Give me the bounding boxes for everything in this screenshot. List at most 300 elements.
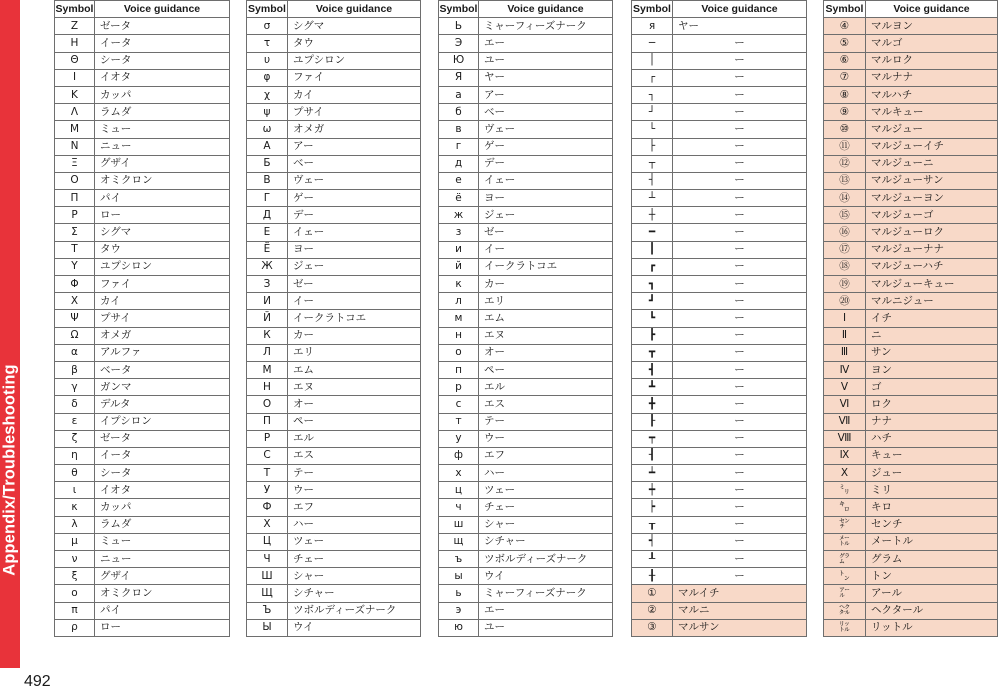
symbol-cell: ф [439,447,479,464]
voice-guidance-cell: イータ [95,35,230,52]
voice-guidance-cell: ー [673,293,807,310]
voice-guidance-cell: ー [673,499,807,516]
symbol-cell: Ⅵ [824,396,866,413]
voice-guidance-cell: ロー [95,619,230,636]
table-row [824,516,998,533]
symbol-cell: ⑭ [824,190,866,207]
voice-guidance-cell: ー [673,310,807,327]
table-row [247,138,421,155]
voice-guidance-cell: ー [673,276,807,293]
table-row [55,310,230,327]
symbol-cell: Ⅳ [824,361,866,378]
symbol-cell: ⑮ [824,207,866,224]
voice-guidance-cell: ー [673,35,807,52]
symbol-cell: ┻ [632,379,673,396]
voice-guidance-cell: ー [673,533,807,550]
symbol-cell: ┏ [632,258,673,275]
table-row [632,396,807,413]
symbol-cell: Ё [247,241,288,258]
symbol-cell: Ⅷ [824,430,866,447]
table-row [824,447,998,464]
symbol-cell: ┰ [632,516,673,533]
symbol-cell: ┝ [632,499,673,516]
voice-guidance-cell: イオタ [95,69,230,86]
voice-guidance-cell: イェー [288,224,421,241]
table-row [55,344,230,361]
table-row [439,224,613,241]
symbol-cell: Ρ [55,207,95,224]
table-row [55,602,230,619]
voice-guidance-cell: キュー [866,447,998,464]
symbol-cell: у [439,430,479,447]
voice-guidance-cell: ー [673,172,807,189]
symbol-cell: ┼ [632,207,673,224]
symbol-cell: Ю [439,52,479,69]
voice-guidance-cell: ー [673,241,807,258]
table-row [439,86,613,103]
table-row [55,482,230,499]
table-row [247,379,421,396]
table-row [824,224,998,241]
table-row [439,447,613,464]
symbol-cell: Ⅸ [824,447,866,464]
symbol-cell: ⑱ [824,258,866,275]
table-row [247,619,421,636]
symbol-cell: Η [55,35,95,52]
table-row [55,551,230,568]
symbol-cell: η [55,447,95,464]
voice-guidance-cell: ガンマ [95,379,230,396]
voice-guidance-cell: イー [479,241,613,258]
table-row [824,361,998,378]
table-row [824,190,998,207]
table-row [439,310,613,327]
symbol-cell: я [632,18,673,35]
table-body [439,18,613,637]
voice-guidance-cell: ウイ [288,619,421,636]
voice-guidance-cell: エヌ [288,379,421,396]
voice-guidance-cell: ベータ [95,361,230,378]
table-row [632,52,807,69]
symbol-cell: ㍑ [824,619,866,636]
table-row [439,69,613,86]
voice-guidance-cell: イータ [95,447,230,464]
table-row [247,344,421,361]
table-row [439,35,613,52]
symbol-cell: Ⅴ [824,379,866,396]
voice-guidance-cell: イオタ [95,482,230,499]
voice-guidance-cell: チェー [288,551,421,568]
table-row [632,155,807,172]
voice-guidance-cell: ミャーフィーズナーク [479,585,613,602]
voice-guidance-cell: シグマ [95,224,230,241]
symbol-cell: ж [439,207,479,224]
voice-guidance-cell: シータ [95,465,230,482]
table-body [247,18,421,637]
voice-guidance-cell: プサイ [95,310,230,327]
table-row [247,568,421,585]
voice-guidance-cell: ユー [479,52,613,69]
symbol-cell: ┣ [632,327,673,344]
voice-guidance-cell: ニュー [95,138,230,155]
symbol-cell: о [439,344,479,361]
voice-guidance-cell: ジェー [479,207,613,224]
voice-guidance-cell: エリ [288,344,421,361]
voice-guidance-cell: デー [479,155,613,172]
symbol-cell: π [55,602,95,619]
voice-guidance-cell: ー [673,568,807,585]
table-row [632,18,807,35]
table-row [439,155,613,172]
voice-guidance-cell: アー [288,138,421,155]
symbol-header: Symbol [247,1,288,18]
voice-guidance-cell: ー [673,207,807,224]
table-row [439,465,613,482]
voice-guidance-cell: ペー [479,361,613,378]
table-row [439,533,613,550]
symbol-table-3 [438,0,613,637]
symbol-cell: ъ [439,551,479,568]
symbol-cell: ι [55,482,95,499]
symbol-cell: Ш [247,568,288,585]
voice-guidance-cell: ヘクタール [866,602,998,619]
table-row [439,121,613,138]
symbol-cell: п [439,361,479,378]
table-row [247,207,421,224]
symbol-cell: ┿ [632,482,673,499]
voice-guidance-cell: センチ [866,516,998,533]
table-row [824,413,998,430]
table-row [247,224,421,241]
symbol-cell: ю [439,619,479,636]
symbol-cell: ⑳ [824,293,866,310]
table-row [439,172,613,189]
table-row [632,276,807,293]
table-row [632,258,807,275]
symbol-cell: р [439,379,479,396]
voice-guidance-cell: マルゴ [866,35,998,52]
symbol-cell: ⑲ [824,276,866,293]
table-row [824,69,998,86]
table-row [824,35,998,52]
voice-guidance-cell: ミュー [95,533,230,550]
symbol-cell: А [247,138,288,155]
voice-guidance-cell: マルジューゴ [866,207,998,224]
voice-guidance-cell: マルニ [673,602,807,619]
table-row [247,602,421,619]
table-body [824,18,998,637]
voice-guidance-cell: ー [673,344,807,361]
table-row [55,155,230,172]
voice-guidance-cell: ユー [479,619,613,636]
voice-guidance-cell: マルジューキュー [866,276,998,293]
symbol-cell: ┬ [632,155,673,172]
table-row [824,585,998,602]
symbol-cell: │ [632,52,673,69]
voice-guidance-cell: シチャー [479,533,613,550]
table-row [247,482,421,499]
symbol-cell: ┸ [632,551,673,568]
symbol-cell: а [439,86,479,103]
table-row [55,327,230,344]
symbol-table-4 [631,0,807,637]
table-row [632,447,807,464]
voice-guidance-cell: イークラトコエ [288,310,421,327]
symbol-cell: ы [439,568,479,585]
table-row [439,568,613,585]
voice-guidance-cell: ー [673,155,807,172]
table-row [632,585,807,602]
table-row [439,190,613,207]
symbol-cell: δ [55,396,95,413]
voice-guidance-cell: ゼータ [95,18,230,35]
table-row [55,86,230,103]
voice-guidance-cell: エス [479,396,613,413]
voice-guidance-cell: ベー [288,155,421,172]
voice-guidance-cell: ゲー [479,138,613,155]
table-row [439,327,613,344]
table-row [247,396,421,413]
table-row [247,18,421,35]
table-row [439,585,613,602]
table-row [55,69,230,86]
table-row [55,121,230,138]
voice-guidance-cell: マルハチ [866,86,998,103]
table-row [632,344,807,361]
table-row [55,568,230,585]
symbol-cell: с [439,396,479,413]
voice-guidance-cell: ミャーフィーズナーク [479,18,613,35]
symbol-cell: ④ [824,18,866,35]
symbol-cell: Й [247,310,288,327]
symbol-cell: Р [247,430,288,447]
symbol-cell: ⑯ [824,224,866,241]
symbol-cell: Э [439,35,479,52]
table-row [632,190,807,207]
voice-guidance-cell: エム [479,310,613,327]
table-row [55,18,230,35]
table-row [247,104,421,121]
voice-guidance-cell: マルサン [673,619,807,636]
symbol-cell: Ⅶ [824,413,866,430]
symbol-cell: ρ [55,619,95,636]
symbol-cell: Ⅲ [824,344,866,361]
symbol-cell: В [247,172,288,189]
table-row [632,207,807,224]
voice-guidance-cell: ハー [288,516,421,533]
symbol-cell: г [439,138,479,155]
table-row [439,551,613,568]
table-row [632,516,807,533]
table-row [824,207,998,224]
section-label: Appendix/Troubleshooting [0,364,19,576]
voice-guidance-cell: ユプシロン [95,258,230,275]
voice-guidance-cell: ー [673,104,807,121]
symbol-cell: ν [55,551,95,568]
symbol-cell: Π [55,190,95,207]
voice-guidance-cell: プサイ [288,104,421,121]
voice-guidance-cell: デルタ [95,396,230,413]
voice-guidance-cell: ハチ [866,430,998,447]
voice-guidance-cell: マルジューロク [866,224,998,241]
voice-guidance-cell: マルジュー [866,121,998,138]
table-row [247,533,421,550]
table-row [824,551,998,568]
voice-guidance-cell: ー [673,379,807,396]
symbol-header: Symbol [824,1,866,18]
symbol-header: Symbol [632,1,673,18]
symbol-cell: И [247,293,288,310]
voice-guidance-cell: サン [866,344,998,361]
table-row [632,241,807,258]
symbol-cell: ⑩ [824,121,866,138]
symbol-cell: в [439,121,479,138]
table-row [824,138,998,155]
voice-guidance-cell: ー [673,396,807,413]
voice-guidance-cell: パイ [95,602,230,619]
voice-guidance-cell: ウー [288,482,421,499]
symbol-cell: ㌢ [824,516,866,533]
voice-guidance-cell: オメガ [288,121,421,138]
voice-guidance-cell: ヨン [866,361,998,378]
symbol-cell: γ [55,379,95,396]
symbol-cell: ⑧ [824,86,866,103]
symbol-cell: ② [632,602,673,619]
voice-guidance-cell: ミリ [866,482,998,499]
symbol-cell: Ⅹ [824,465,866,482]
voice-guidance-header: Voice guidance [479,1,613,18]
symbol-cell: Т [247,465,288,482]
voice-guidance-cell: グザイ [95,568,230,585]
symbol-cell: Υ [55,258,95,275]
symbol-cell: Ж [247,258,288,275]
voice-guidance-cell: エヌ [479,327,613,344]
table-row [439,138,613,155]
voice-guidance-cell: シャー [479,516,613,533]
table-row [247,499,421,516]
symbol-cell: ㌶ [824,602,866,619]
voice-guidance-cell: エー [479,35,613,52]
symbol-cell: ③ [632,619,673,636]
table-row [632,379,807,396]
table-row [439,344,613,361]
symbol-cell: ⑤ [824,35,866,52]
symbol-cell: φ [247,69,288,86]
symbol-cell: ⑦ [824,69,866,86]
symbol-cell: ω [247,121,288,138]
symbol-cell: Μ [55,121,95,138]
voice-guidance-cell: ロク [866,396,998,413]
symbol-header: Symbol [55,1,95,18]
table-row [439,293,613,310]
symbol-cell: и [439,241,479,258]
table-row [632,602,807,619]
symbol-cell: П [247,413,288,430]
table-row [824,568,998,585]
voice-guidance-cell: ナナ [866,413,998,430]
table-row [439,430,613,447]
voice-guidance-cell: ヤー [479,69,613,86]
table-row [247,361,421,378]
symbol-cell: ⑪ [824,138,866,155]
symbol-cell: Ξ [55,155,95,172]
table-row [824,276,998,293]
symbol-cell: т [439,413,479,430]
voice-guidance-cell: ファイ [95,276,230,293]
symbol-cell: н [439,327,479,344]
voice-guidance-cell: エー [479,602,613,619]
table-row [247,155,421,172]
table-row [55,413,230,430]
voice-guidance-cell: ロー [95,207,230,224]
table-row [55,241,230,258]
table-row [439,241,613,258]
symbol-cell: ь [439,585,479,602]
symbol-cell: ├ [632,138,673,155]
symbol-cell: л [439,293,479,310]
voice-guidance-cell: ゼータ [95,430,230,447]
voice-guidance-cell: メートル [866,533,998,550]
table-row [439,482,613,499]
symbol-cell: Ъ [247,602,288,619]
symbol-cell: α [55,344,95,361]
voice-guidance-cell: ゼー [288,276,421,293]
voice-guidance-cell: ラムダ [95,104,230,121]
table-row [824,465,998,482]
symbol-cell: О [247,396,288,413]
voice-guidance-cell: タウ [95,241,230,258]
voice-guidance-cell: オミクロン [95,585,230,602]
voice-guidance-cell: イェー [479,172,613,189]
symbol-cell: ┴ [632,190,673,207]
voice-guidance-cell: テー [288,465,421,482]
voice-guidance-cell: アルファ [95,344,230,361]
symbol-cell: ㍍ [824,533,866,550]
table-row [824,310,998,327]
voice-guidance-cell: エフ [479,447,613,464]
table-row [632,121,807,138]
voice-guidance-cell: シャー [288,568,421,585]
symbol-cell: ш [439,516,479,533]
symbol-cell: ψ [247,104,288,121]
symbol-cell: Ψ [55,310,95,327]
voice-guidance-cell: アー [479,86,613,103]
voice-guidance-cell: ー [673,482,807,499]
symbol-cell: ─ [632,35,673,52]
table-row [824,499,998,516]
symbol-cell: м [439,310,479,327]
table-row [824,121,998,138]
table-row [247,172,421,189]
voice-guidance-cell: ニュー [95,551,230,568]
voice-guidance-cell: シグマ [288,18,421,35]
table-row [632,499,807,516]
symbol-cell: Ь [439,18,479,35]
symbol-cell: э [439,602,479,619]
voice-guidance-cell: カッパ [95,499,230,516]
table-row [55,35,230,52]
symbol-cell: θ [55,465,95,482]
symbol-cell: Κ [55,86,95,103]
table-row [55,465,230,482]
symbol-cell: Λ [55,104,95,121]
table-row [55,293,230,310]
table-row [55,276,230,293]
voice-guidance-cell: カー [479,276,613,293]
voice-guidance-cell: ウー [479,430,613,447]
voice-guidance-cell: マルジューナナ [866,241,998,258]
symbol-cell: С [247,447,288,464]
